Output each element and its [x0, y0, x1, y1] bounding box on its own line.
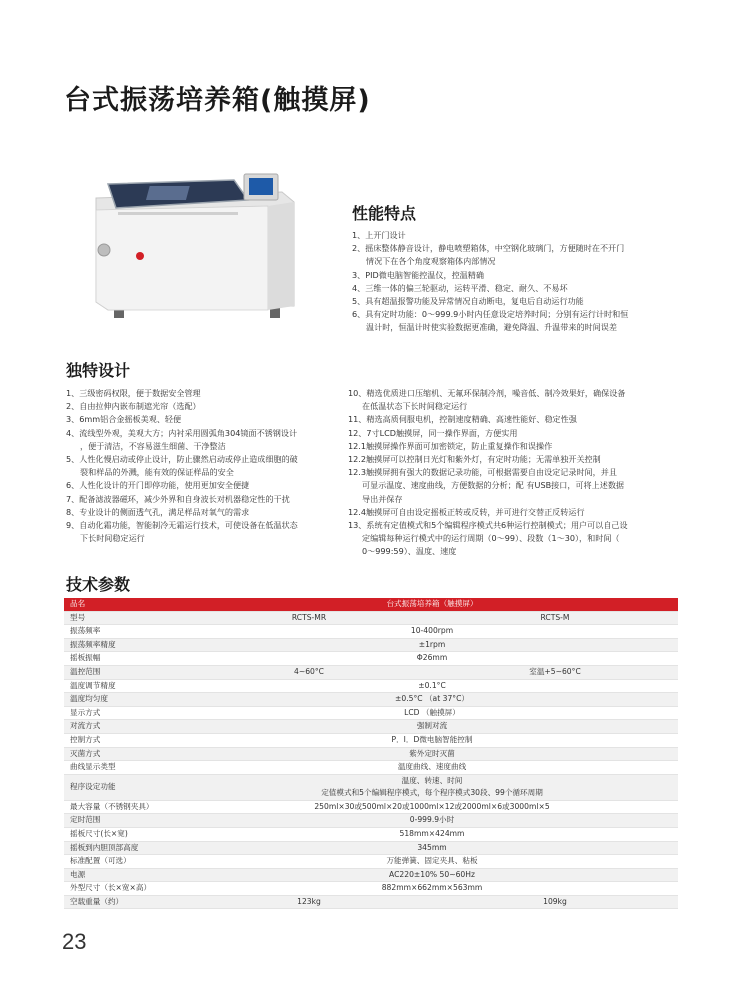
- spec-value: 强制对流: [186, 720, 678, 734]
- unique-list-left: [66, 387, 336, 545]
- spec-value: AC220±10% 50~60Hz: [186, 868, 678, 882]
- spec-label: 灭菌方式: [64, 747, 186, 761]
- spec-value: ±0.1°C: [186, 679, 678, 693]
- specs-table: [64, 598, 678, 909]
- list-item: [352, 282, 678, 295]
- list-item: [348, 440, 678, 453]
- spec-label: 型号: [64, 611, 186, 625]
- list-item: [66, 493, 336, 506]
- table-row: [64, 706, 678, 720]
- spec-value: RCTS-MR: [186, 611, 432, 625]
- spec-label: 摇板振幅: [64, 652, 186, 666]
- table-row: [64, 638, 678, 652]
- list-item: [348, 506, 678, 519]
- unique-item-text: 7、配备滤波器磁环，减少外界和自身波长对机器稳定性的干扰: [66, 493, 290, 504]
- performance-item-text: 1、上开门设计: [352, 230, 406, 240]
- spec-value: 紫外定时灭菌: [186, 747, 678, 761]
- list-item: [352, 229, 678, 242]
- spec-value: 123kg: [186, 895, 432, 909]
- table-row: [64, 693, 678, 707]
- list-item: [66, 453, 336, 479]
- spec-label: 空载重量（约）: [64, 895, 186, 909]
- list-item: [66, 413, 336, 426]
- spec-value-line: 温度、转速、时间: [401, 775, 463, 785]
- unique-item-text: 6、人性化设计的开门即停功能，使用更加安全便捷: [66, 480, 250, 491]
- unique-item-text: 1、三级密码权限，便于数据安全管理: [66, 388, 201, 398]
- list-item: [348, 387, 678, 413]
- product-handle: [118, 212, 238, 215]
- spec-value: RCTS-M: [432, 611, 678, 625]
- spec-label: 控制方式: [64, 733, 186, 747]
- unique-item-text: 12.1触摸屏操作界面可加密锁定，防止重复操作和误操作: [348, 440, 553, 451]
- unique-item-text: 5、人性化慢启动或停止设计，防止骤然启动或停止造成细胞的破: [66, 454, 298, 465]
- spec-value: Φ26mm: [186, 652, 678, 666]
- spec-label: 最大容量（不锈钢夹具）: [64, 800, 186, 814]
- unique-item-text: 12、7寸LCD触摸屏，同一操作界面，方便实用: [348, 427, 518, 438]
- spec-value: 518mm×424mm: [186, 827, 678, 841]
- table-row: [64, 827, 678, 841]
- unique-item-text: 13、系统有定值模式和5个编辑程序模式共6种运行控制模式；用户可以自己设: [348, 520, 628, 531]
- table-row: [64, 652, 678, 666]
- spec-label: 外型尺寸（长×宽×高）: [64, 882, 186, 896]
- unique-heading: 独特设计: [66, 361, 131, 380]
- performance-item-text: 4、三维一体的偏三轮驱动，运转平滑、稳定、耐久、不易坏: [352, 282, 568, 293]
- list-item: [66, 400, 336, 413]
- table-row: [64, 625, 678, 639]
- unique-item-continued: 裂和样品的外溅，能有效的保证样品的安全: [80, 467, 234, 478]
- list-item: [352, 269, 678, 282]
- unique-item-continued: ，便于清洁，不容易滋生细菌、干净整洁: [80, 440, 226, 451]
- spec-label: 定时范围: [64, 814, 186, 828]
- product-image: [84, 170, 296, 320]
- list-item: [352, 242, 678, 268]
- table-row: [64, 611, 678, 625]
- table-row: [64, 882, 678, 896]
- list-item: [348, 519, 678, 559]
- table-row: [64, 747, 678, 761]
- spec-label: 摇板尺寸(长×宽): [64, 827, 186, 841]
- product-front: [96, 206, 268, 310]
- table-row: [64, 761, 678, 775]
- unique-item-continued: 导出并保存: [362, 493, 403, 504]
- spec-value-line: 定值模式和5个编辑程序模式，每个程序模式30段、99个循环周期: [321, 788, 543, 798]
- spec-label: 温度均匀度: [64, 693, 186, 707]
- unique-item-text: 4、流线型外观，美观大方；内衬采用圆弧角304镜面不锈钢设计: [66, 427, 298, 438]
- list-item: [352, 295, 678, 308]
- unique-item-text: 10、精选优质进口压缩机、无氟环保制冷剂，噪音低、制冷效果好，确保设备: [348, 388, 626, 398]
- spec-value: 250ml×30或500ml×20或1000ml×12或2000ml×6或3000ml×5: [186, 800, 678, 814]
- unique-item-continued: 在低温状态下长时间稳定运行: [362, 401, 468, 412]
- spec-value: ±1rpm: [186, 638, 678, 652]
- performance-item-continued: 情况下在各个角度观察箱体内部情况: [366, 256, 496, 267]
- unique-item-continued: 0～999:59）、温度、速度: [362, 546, 457, 557]
- spec-value: LCD （触摸屏）: [186, 706, 678, 720]
- unique-item-text: 9、自动化霜功能，智能制冷无霜运行技术，可使设备在低温状态: [66, 520, 298, 531]
- table-row: [64, 665, 678, 679]
- performance-item-text: 5、具有超温报警功能及异常情况自动断电，复电后自动运行功能: [352, 296, 584, 307]
- performance-item-text: 3、PID微电脑智能控温仪，控温精确: [352, 269, 484, 280]
- unique-item-text: 8、专业设计的侧面透气孔，满足样品对氧气的需求: [66, 506, 250, 517]
- product-logo: [136, 252, 144, 260]
- spec-label: 温控范围: [64, 665, 186, 679]
- spec-value: 室温+5~60°C: [432, 665, 678, 679]
- page-title: 台式振荡培养箱(触摸屏): [64, 85, 371, 116]
- list-item: [348, 466, 678, 506]
- list-item: [352, 308, 678, 334]
- spec-label: 程序设定功能: [64, 774, 186, 800]
- spec-value: 温度曲线、速度曲线: [186, 761, 678, 775]
- specs-heading: 技术参数: [66, 575, 131, 594]
- unique-list-right: [348, 387, 678, 559]
- spec-label: 显示方式: [64, 706, 186, 720]
- list-item: [348, 427, 678, 440]
- table-row: [64, 868, 678, 882]
- spec-value: 109kg: [432, 895, 678, 909]
- spec-label: 对流方式: [64, 720, 186, 734]
- unique-item-text: 12.2触摸屏可以控制日光灯和紫外灯，有定时功能；无需单独开关控制: [348, 454, 601, 465]
- spec-label: 标准配置（可选）: [64, 855, 186, 869]
- performance-heading: 性能特点: [352, 204, 417, 223]
- spec-value: P．I．D微电脑智能控制: [186, 733, 678, 747]
- list-item: [66, 387, 336, 400]
- unique-item-continued: 下长时间稳定运行: [80, 533, 145, 544]
- performance-item-text: 6、具有定时功能：0～999.9小时内任意设定培养时间；分别有运行计时和恒: [352, 309, 629, 320]
- list-item: [348, 453, 678, 466]
- spec-label: 摇板到内胆顶部高度: [64, 841, 186, 855]
- unique-item-continued: 定编辑每种运行模式中的运行周期（0～99）、段数（1～30），和时间（: [362, 533, 620, 544]
- list-item: [66, 427, 336, 453]
- unique-item-text: 12.4触摸屏可自由设定摇板正转或反转，并可进行交替正反转运行: [348, 506, 585, 517]
- specs-header-label: 品名: [64, 598, 186, 611]
- table-row: [64, 855, 678, 869]
- spec-value: [186, 774, 678, 800]
- unique-item-text: 12.3触摸屏拥有强大的数据记录功能，可根据需要自由设定记录时间，并且: [348, 467, 617, 478]
- page-number: 23: [62, 929, 87, 954]
- table-row: [64, 841, 678, 855]
- spec-label: 温度调节精度: [64, 679, 186, 693]
- product-side: [268, 202, 294, 310]
- table-row: [64, 733, 678, 747]
- table-row: [64, 814, 678, 828]
- list-item: [66, 519, 336, 545]
- unique-item-text: 3、6mm铝合金摇板美观、轻便: [66, 414, 182, 425]
- spec-label: 曲线显示类型: [64, 761, 186, 775]
- table-row: [64, 720, 678, 734]
- product-vent: [98, 244, 110, 256]
- spec-value: ±0.5°C （at 37°C）: [186, 693, 678, 707]
- unique-item-text: 11、精选高质伺服电机，控制速度精确、高速性能好、稳定性强: [348, 414, 577, 425]
- specs-header-row: [64, 598, 678, 611]
- spec-value: 345mm: [186, 841, 678, 855]
- list-item: [348, 413, 678, 426]
- spec-label: 振荡频率精度: [64, 638, 186, 652]
- spec-value: 882mm×662mm×563mm: [186, 882, 678, 896]
- table-row: [64, 800, 678, 814]
- performance-item-text: 2、摇床整体静音设计，静电喷塑箱体，中空钢化玻璃门，方便随时在不开门: [352, 243, 625, 254]
- unique-item-continued: 可显示温度、速度曲线，方便数据的分析；配 有USB接口，可将上述数据: [362, 480, 625, 491]
- spec-value: 10-400rpm: [186, 625, 678, 639]
- product-glass-reflection: [146, 186, 190, 200]
- list-item: [66, 506, 336, 519]
- spec-label: 振荡频率: [64, 625, 186, 639]
- spec-value: 4~60°C: [186, 665, 432, 679]
- performance-list: [352, 229, 678, 335]
- product-screen: [249, 178, 273, 195]
- spec-value: 0-999.9小时: [186, 814, 678, 828]
- spec-value: 万能弹簧、固定夹具、粘板: [186, 855, 678, 869]
- specs-header-value: 台式振荡培养箱（触摸屏）: [186, 598, 678, 611]
- table-row: [64, 679, 678, 693]
- table-row: [64, 895, 678, 909]
- spec-label: 电源: [64, 868, 186, 882]
- list-item: [66, 479, 336, 492]
- table-row: [64, 774, 678, 800]
- unique-item-text: 2、自由拉伸内嵌布制遮光帘（选配）: [66, 401, 201, 412]
- performance-item-continued: 温计时，恒温计时使实验数据更准确，避免降温、升温带来的时间误差: [366, 322, 617, 333]
